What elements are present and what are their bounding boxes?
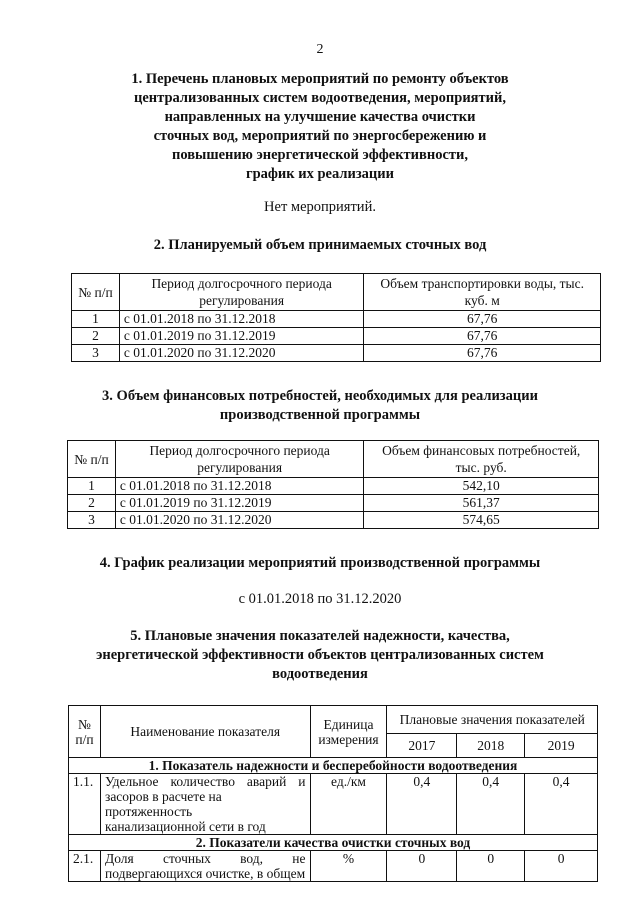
row-name-line: канализационной сети в год [104,819,266,834]
row-period: с 01.01.2019 по 31.12.2019 [119,328,364,345]
section1-title-line: график их реализации [245,166,394,182]
table-row [68,478,599,495]
row-name-line: Доля сточных вод, не [104,851,306,866]
section5-title-line: энергетической эффективности объектов централизованных систем [96,647,544,663]
row-unit: % [310,851,387,882]
section1-title-line: направленных на улучшение качества очистки [164,109,476,125]
page-number: 2 [316,42,324,57]
row-period: с 01.01.2020 по 31.12.2020 [115,512,364,529]
row-num: 2.1. [69,851,101,882]
table-row [72,345,601,362]
group-header-reliability: 1. Показатель надежности и бесперебойности водоотведения [69,758,598,774]
col-header-num: № п/п [69,706,101,758]
col-header-num: № п/п [68,441,116,478]
row-value: 67,76 [364,345,601,362]
row-value: 67,76 [364,328,601,345]
row-value: 542,10 [364,478,599,495]
row-value: 0 [457,851,525,882]
row-name-line: подвергающихся очистке, в общем [104,866,306,881]
indicators-table [68,705,598,882]
row-name [100,774,310,835]
section1-title-line: централизованных систем водоотведения, мероприятий, [134,90,506,106]
section1-title [0,70,640,184]
group-header-quality: 2. Показатели качества очистки сточных вод [69,835,598,851]
col-header-name: Наименование показателя [100,706,310,758]
row-period: с 01.01.2019 по 31.12.2019 [115,495,364,512]
section4-text: с 01.01.2018 по 31.12.2020 [238,591,402,607]
row-value: 0 [387,851,457,882]
section4-title: 4. График реализации мероприятий производственной программы [99,555,541,571]
col-header-volume: Объем транспортировки воды, тыс. куб. м [364,274,601,311]
row-value: 574,65 [364,512,599,529]
section1-title-line: 1. Перечень плановых мероприятий по ремонту объектов [131,71,509,87]
row-num: 2 [68,495,116,512]
section1-text: Нет мероприятий. [264,199,376,215]
row-num: 3 [68,512,116,529]
section1-title-line: повышению энергетической эффективности, [171,147,469,163]
table-row [68,512,599,529]
col-header-num: № п/п [72,274,120,311]
section3-title-line: 3. Объем финансовых потребностей, необходимых для реализации [102,388,538,404]
row-num: 1 [68,478,116,495]
col-header-planned: Плановые значения показателей [387,706,598,734]
section1-title-line: сточных вод, мероприятий по энергосбережению и [153,128,487,144]
col-header-year: 2017 [387,734,457,758]
row-period: с 01.01.2020 по 31.12.2020 [119,345,364,362]
col-header-finance: Объем финансовых потребностей, тыс. руб. [364,441,599,478]
col-header-unit: Единица измерения [310,706,387,758]
row-value: 0,4 [457,774,525,835]
table-row [69,851,598,882]
col-header-year: 2018 [457,734,525,758]
row-value: 0,4 [387,774,457,835]
section5-title-line: 5. Плановые значения показателей надежности, качества, [130,628,510,644]
section5-title [0,627,640,684]
section5-title-line: водоотведения [272,666,368,682]
col-header-year: 2019 [525,734,598,758]
row-period: с 01.01.2018 по 31.12.2018 [119,311,364,328]
table-row [68,495,599,512]
row-unit: ед./км [310,774,387,835]
row-period: с 01.01.2018 по 31.12.2018 [115,478,364,495]
section2-title: 2. Планируемый объем принимаемых сточных вод [153,237,487,253]
row-value: 0,4 [525,774,598,835]
section3-title-line: производственной программы [219,407,421,423]
col-header-period: Период долгосрочного периода регулирования [119,274,364,311]
row-value: 0 [525,851,598,882]
row-num: 1 [72,311,120,328]
volume-table [71,273,601,362]
table-row [72,311,601,328]
row-name [100,851,310,882]
col-header-period: Период долгосрочного периода регулирования [115,441,364,478]
row-num: 2 [72,328,120,345]
section3-title [0,387,640,425]
table-row [72,328,601,345]
row-name-line: Удельное количество аварий и [104,774,306,789]
table-row [69,774,598,835]
row-num: 3 [72,345,120,362]
row-value: 561,37 [364,495,599,512]
row-value: 67,76 [364,311,601,328]
row-name-line: засоров в расчете на протяженность [104,789,222,819]
finance-table [67,440,599,529]
row-num: 1.1. [69,774,101,835]
